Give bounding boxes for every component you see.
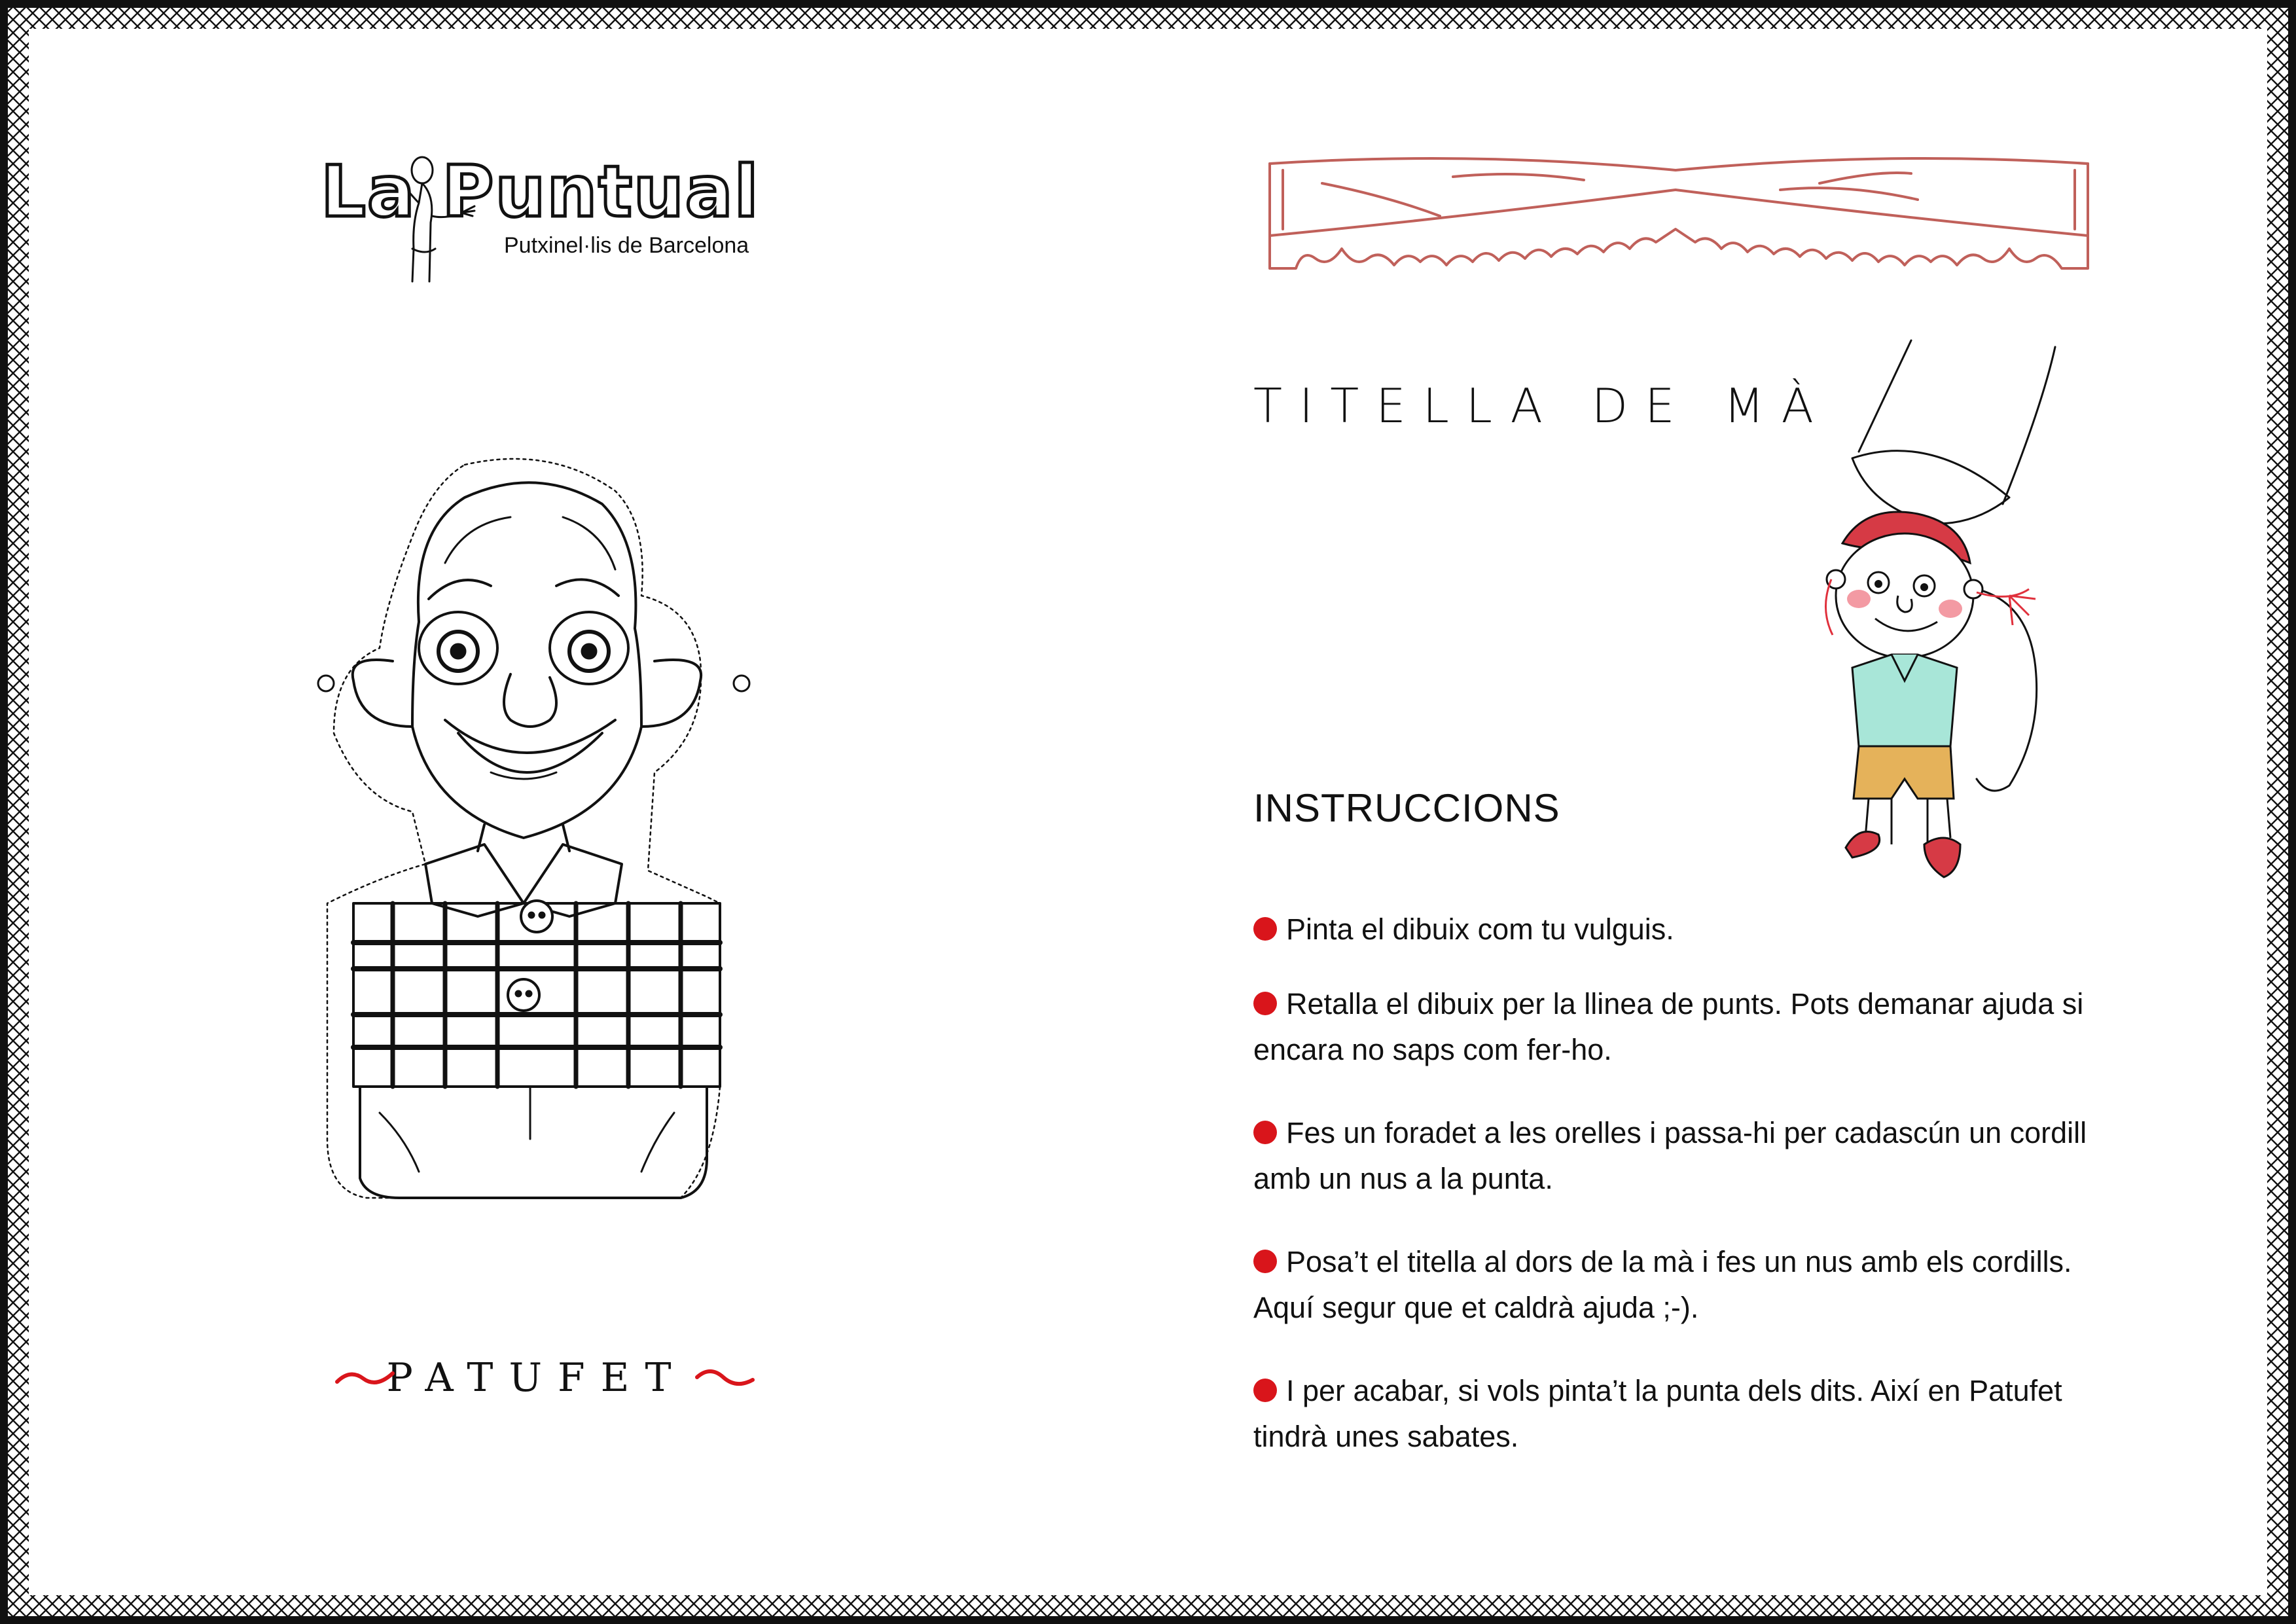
red-bullet-icon — [1253, 992, 1277, 1015]
instructions-list — [1253, 907, 2124, 1460]
red-bullet-icon — [1253, 917, 1277, 941]
instruction-item — [1253, 981, 2124, 1073]
instruction-item — [1253, 1368, 2124, 1460]
brand-name: La Puntual — [321, 151, 760, 233]
instructions-heading: INSTRUCCIONS — [1253, 786, 1560, 830]
character-label — [340, 1355, 733, 1401]
red-swirl-icon — [694, 1365, 759, 1392]
instruction-text: Retalla el dibuix per la llinea de punts. Pots demanar ajuda si encara no saps com fer-ho. — [1253, 987, 2084, 1066]
character-name: PATUFET — [386, 1355, 687, 1401]
red-bullet-icon — [1253, 1250, 1277, 1273]
red-bullet-icon — [1253, 1379, 1277, 1402]
puppet-cutout-drawing — [249, 445, 838, 1204]
page-title: TITELLA DE MÀ — [1253, 378, 1831, 433]
hand-puppet-illustration — [1702, 327, 2108, 916]
instruction-text: Posa’t el titella al dors de la mà i fes un nus amb els cordills. Aquí segur que et caldrà ajuda ;-). — [1253, 1245, 2072, 1324]
red-bullet-icon — [1253, 1121, 1277, 1144]
instruction-text: I per acabar, si vols pinta’t la punta dels dits. Així en Patufet tindrà unes sabates. — [1253, 1374, 2062, 1453]
theatre-curtain-drawing — [1257, 144, 2101, 281]
instruction-item — [1253, 907, 2124, 952]
instruction-text: Pinta el dibuix com tu vulguis. — [1286, 912, 1674, 946]
instruction-item — [1253, 1110, 2124, 1202]
instruction-item — [1253, 1239, 2124, 1331]
brand-subtitle: Putxinel·lis de Barcelona — [504, 233, 749, 258]
red-swirl-icon — [334, 1365, 399, 1392]
instruction-text: Fes un foradet a les orelles i passa-hi per cadascún un cordill amb un nus a la punta. — [1253, 1116, 2087, 1195]
